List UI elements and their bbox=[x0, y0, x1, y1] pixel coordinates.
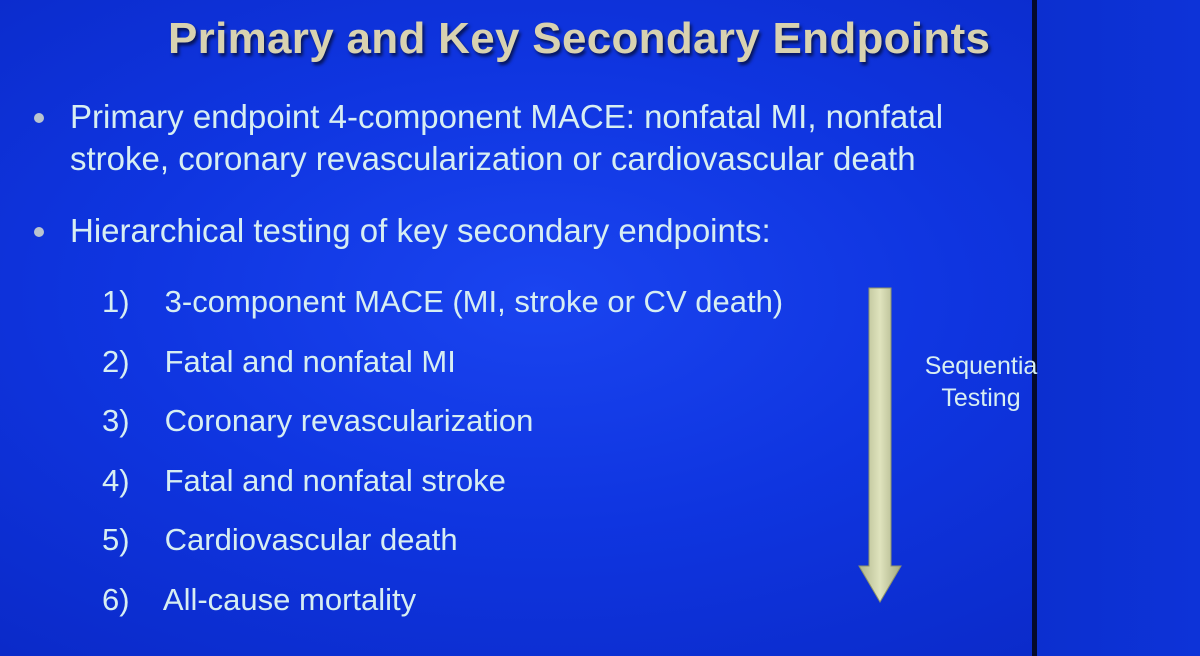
bullet-primary-endpoint bbox=[34, 96, 1034, 180]
list-item bbox=[102, 340, 862, 400]
list-item bbox=[102, 280, 862, 340]
bullet-hierarchical-testing bbox=[34, 210, 1034, 252]
list-item-number: 5) bbox=[102, 522, 130, 557]
bullet-dot-icon bbox=[34, 113, 44, 123]
bullet-text: Primary endpoint 4-component MACE: nonfatal MI, nonfatal stroke, coronary revascularization or cardiovascular death bbox=[70, 98, 944, 177]
secondary-endpoints-list bbox=[102, 280, 862, 637]
list-item bbox=[102, 459, 862, 519]
side-label-line-2: Testing bbox=[941, 384, 1021, 412]
list-item-text: 3-component MACE (MI, stroke or CV death) bbox=[164, 284, 784, 319]
list-item bbox=[102, 518, 862, 578]
list-item-number: 4) bbox=[102, 462, 130, 498]
list-item-text: Fatal and nonfatal stroke bbox=[164, 462, 506, 498]
bullet-dot-icon bbox=[34, 227, 44, 237]
list-item-text: All-cause mortality bbox=[162, 581, 417, 617]
sequential-testing-label bbox=[916, 350, 1046, 414]
list-item bbox=[102, 399, 862, 459]
list-item-text: Fatal and nonfatal MI bbox=[164, 343, 456, 379]
slide-title: Primary and Key Secondary Endpoints bbox=[168, 14, 991, 63]
down-arrow-icon bbox=[858, 286, 902, 604]
list-item-number: 6) bbox=[102, 581, 130, 617]
list-item bbox=[102, 578, 862, 638]
bullet-text: Hierarchical testing of key secondary endpoints: bbox=[70, 212, 771, 249]
list-item-text: Cardiovascular death bbox=[164, 522, 458, 557]
adjacent-screen-panel bbox=[1036, 0, 1200, 656]
list-item-text: Coronary revascularization bbox=[164, 403, 534, 438]
side-label-line-1: Sequentia bbox=[924, 352, 1038, 380]
list-item-number: 2) bbox=[102, 343, 130, 379]
list-item-number: 1) bbox=[102, 284, 130, 319]
list-item-number: 3) bbox=[102, 403, 130, 438]
